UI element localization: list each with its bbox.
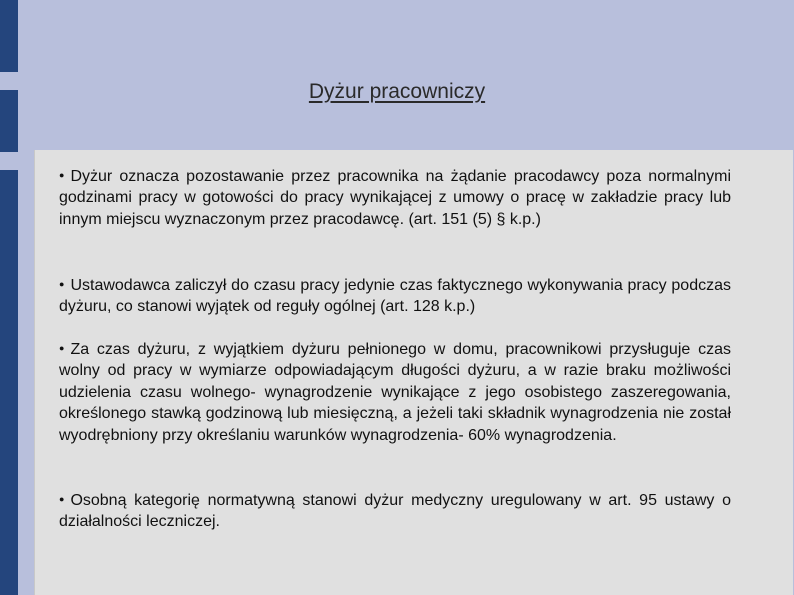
- paragraph-text: Ustawodawca zaliczył do czasu pracy jedynie czas faktycznego wykonywania pracy podczas dyżuru, co stanowi wyjątek od reguły ogólnej (art. 128 k.p.): [59, 277, 731, 316]
- bullet-icon: ●: [59, 170, 65, 181]
- decorative-side-bar: [0, 0, 18, 72]
- bullet-paragraph: [59, 275, 731, 318]
- bullet-icon: ●: [59, 343, 65, 354]
- paragraph-text: Dyżur oznacza pozostawanie przez pracownika na żądanie pracodawcy poza normalnymi godzinami pracy w gotowości do pracy wynikającej z umowy o pracę w zakładzie pracy lub innym miejscu wyznaczonym przez pracodawcę. (art. 151 (5) § k.p.): [59, 168, 731, 228]
- bullet-icon: ●: [59, 494, 65, 505]
- bullet-paragraph: [59, 166, 731, 230]
- bullet-paragraph: [59, 339, 731, 446]
- paragraph-text: Osobną kategorię normatywną stanowi dyżur medyczny uregulowany w art. 95 ustawy o działalności leczniczej.: [59, 492, 731, 531]
- slide-title: Dyżur pracowniczy: [308, 80, 486, 103]
- bullet-paragraph: [59, 490, 731, 533]
- decorative-side-bar: [0, 170, 18, 595]
- paragraph-text: Za czas dyżuru, z wyjątkiem dyżuru pełnionego w domu, pracownikowi przysługuje czas wolny od pracy w wymiarze odpowiadającym długości dyżuru, a w razie braku możliwości udzielenia czasu wolnego- wynagrodzenie wynikające z jego osobistego zaszeregowania, określonego stawką godzinową lub miesięczną, a jeżeli taki składnik wynagrodzenia nie został wyodrębniony przy określaniu warunków wynagrodzenia- 60% wynagrodzenia.: [59, 341, 731, 444]
- bullet-icon: ●: [59, 279, 65, 290]
